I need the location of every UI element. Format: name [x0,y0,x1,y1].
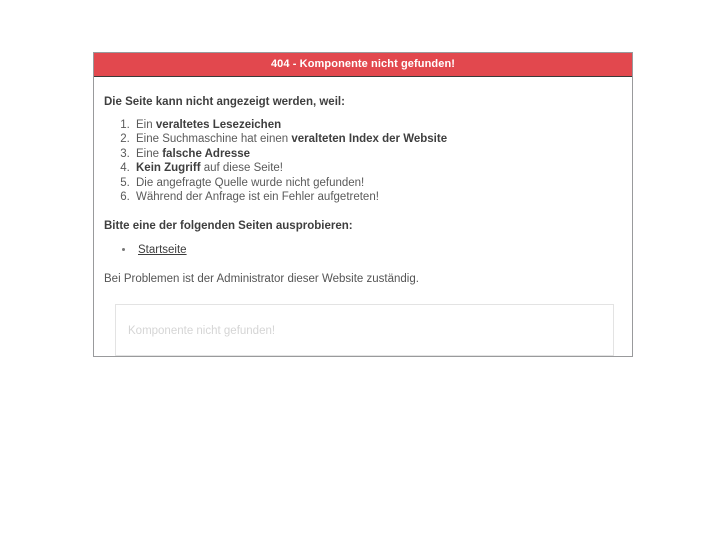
reason-text-prefix: Während der Anfrage ist ein Fehler aufgetreten! [136,191,379,204]
intro-heading: Die Seite kann nicht angezeigt werden, weil: [104,96,345,108]
message-panel [115,304,614,356]
reason-list-item [133,118,622,132]
reason-list-item [133,161,622,175]
reason-list-item [133,132,622,146]
error-header-banner [94,53,632,77]
message-panel-text: Komponente nicht gefunden! [128,324,276,337]
reason-list-item [133,176,622,190]
admin-note: Bei Problemen ist der Administrator dieser Website zuständig. [104,272,419,285]
reason-list [104,118,622,204]
error-body [94,77,632,356]
reason-text-prefix: Eine Suchmaschine hat einen [136,133,292,146]
reason-text-prefix: Die angefragte Quelle wurde nicht gefunden! [136,176,365,189]
suggested-links-list [104,243,622,257]
reason-text-emphasis: falsche Adresse [162,147,251,160]
list-item [135,243,622,257]
reason-text-emphasis: veraltetes Lesezeichen [155,119,282,131]
reason-text-emphasis: veralteten Index der Website [291,133,448,146]
startseite-link[interactable]: Startseite [138,244,187,257]
reason-text-prefix: Ein [136,119,156,131]
reason-text-suffix: auf diese Seite! [200,162,284,175]
reason-list-item [133,147,622,161]
error-title: 404 - Komponente nicht gefunden! [270,58,456,70]
reason-list-item [133,190,622,204]
reason-text-prefix: Eine [136,147,163,160]
error-container [93,52,633,357]
reason-text-emphasis: Kein Zugriff [136,162,201,175]
suggest-heading: Bitte eine der folgenden Seiten ausprobieren: [104,220,353,233]
